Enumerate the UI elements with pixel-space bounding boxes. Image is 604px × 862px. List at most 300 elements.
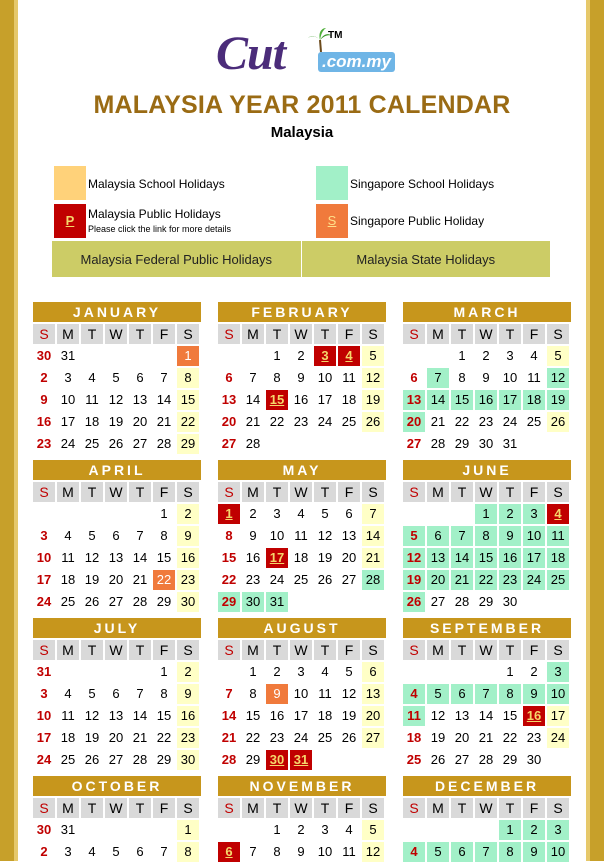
weekday-label: M <box>427 482 449 502</box>
empty-cell <box>105 504 127 524</box>
weekday-label: T <box>499 640 521 660</box>
day-cell: 2 <box>249 506 257 521</box>
day-cell: 21 <box>451 570 473 590</box>
day-cell: 18 <box>547 548 569 568</box>
day-cell: 21 <box>245 414 261 429</box>
day-cell: 1 <box>249 664 257 679</box>
month-july <box>33 618 201 770</box>
empty-cell <box>475 662 497 682</box>
day-cell: 18 <box>523 390 545 410</box>
weekday-label: T <box>499 482 521 502</box>
day-cell: 16 <box>499 548 521 568</box>
day-cell: 23 <box>177 728 199 748</box>
weekday-label: T <box>314 798 336 818</box>
weekday-header <box>403 640 571 660</box>
day-cell: 1 <box>273 348 281 363</box>
day-cell: 2 <box>523 820 545 840</box>
day-cell: 28 <box>454 594 470 609</box>
day-cell: 12 <box>362 368 384 388</box>
day-cell: 12 <box>547 368 569 388</box>
legend-sg-public: Singapore Public Holiday <box>350 214 485 228</box>
empty-cell <box>362 434 384 454</box>
weekday-header <box>218 482 386 502</box>
day-cell: 15 <box>475 548 497 568</box>
day-cell: 31 <box>266 592 288 612</box>
day-cell: 7 <box>427 368 449 388</box>
month-title: NOVEMBER <box>218 776 386 796</box>
day-cell: 20 <box>132 414 148 429</box>
day-cell: 6 <box>410 370 418 385</box>
day-cell: 17 <box>317 392 333 407</box>
day-cell: 24 <box>293 730 309 745</box>
day-cell[interactable]: 17 <box>266 548 288 568</box>
legend-my-public-note: Please click the link for more details <box>88 224 232 234</box>
weekday-label: M <box>57 640 79 660</box>
day-cell: 29 <box>177 434 199 454</box>
legend-swatch-sg-school <box>316 166 348 200</box>
weekday-label: W <box>290 324 312 344</box>
weekday-header <box>218 798 386 818</box>
day-cell: 25 <box>293 572 309 587</box>
day-cell: 14 <box>478 708 494 723</box>
day-cell: 16 <box>177 548 199 568</box>
day-cell: 9 <box>177 526 199 546</box>
day-cell[interactable]: 9 <box>266 684 288 704</box>
day-cell: 19 <box>547 390 569 410</box>
day-cell: 8 <box>499 842 521 862</box>
day-cell: 16 <box>245 550 261 565</box>
day-cell: 8 <box>273 370 281 385</box>
day-cell: 21 <box>221 730 237 745</box>
weekday-label: W <box>475 482 497 502</box>
weekday-label: F <box>523 324 545 344</box>
empty-cell <box>547 750 569 770</box>
day-cell: 11 <box>547 526 569 546</box>
weekday-label: F <box>153 798 175 818</box>
empty-cell <box>427 662 449 682</box>
day-cell: 3 <box>64 370 72 385</box>
empty-cell <box>338 592 360 612</box>
day-cell: 23 <box>36 436 52 451</box>
weekday-label: M <box>57 798 79 818</box>
day-cell: 28 <box>156 436 172 451</box>
weekday-label: W <box>475 640 497 660</box>
day-cell: 3 <box>547 820 569 840</box>
day-cell: 21 <box>132 730 148 745</box>
day-cell: 14 <box>362 526 384 546</box>
day-cell: 14 <box>245 392 261 407</box>
weekday-label: M <box>427 798 449 818</box>
empty-cell <box>427 346 449 366</box>
day-cell: 13 <box>132 392 148 407</box>
empty-cell <box>523 434 545 454</box>
day-cell: 17 <box>36 572 52 587</box>
day-cell: 24 <box>36 752 52 767</box>
day-cell: 21 <box>132 572 148 587</box>
day-cell: 28 <box>245 436 261 451</box>
page-content <box>18 0 586 861</box>
day-grid <box>218 502 388 612</box>
day-cell: 23 <box>478 414 494 429</box>
day-cell: 3 <box>64 844 72 859</box>
weekday-label: W <box>475 324 497 344</box>
weekday-label: W <box>290 640 312 660</box>
day-cell: 11 <box>61 708 75 723</box>
day-cell[interactable]: 30 <box>266 750 288 770</box>
day-cell: 3 <box>506 348 514 363</box>
weekday-label: W <box>475 798 497 818</box>
empty-cell <box>153 346 175 366</box>
day-cell: 2 <box>530 664 538 679</box>
day-cell[interactable]: 1 <box>177 346 199 366</box>
empty-cell <box>427 504 449 524</box>
day-cell: 13 <box>403 390 425 410</box>
day-cell: 7 <box>475 842 497 862</box>
day-cell: 15 <box>177 390 199 410</box>
logo-word: Cut <box>216 27 286 80</box>
day-cell: 26 <box>341 730 357 745</box>
empty-cell <box>33 504 55 524</box>
day-cell: 22 <box>502 730 518 745</box>
day-cell: 3 <box>321 822 329 837</box>
weekday-label: T <box>266 640 288 660</box>
weekday-label: T <box>451 324 473 344</box>
day-cell: 12 <box>108 392 124 407</box>
day-cell: 10 <box>317 370 333 385</box>
weekday-label: T <box>81 324 103 344</box>
day-cell: 6 <box>112 686 120 701</box>
day-cell: 26 <box>108 436 124 451</box>
day-cell: 10 <box>547 842 569 862</box>
empty-cell <box>129 662 151 682</box>
logo[interactable] <box>216 26 416 82</box>
day-cell[interactable]: 1 <box>218 504 240 524</box>
day-cell: 8 <box>273 844 281 859</box>
weekday-label: M <box>242 640 264 660</box>
weekday-label: T <box>451 640 473 660</box>
day-cell: 24 <box>269 572 285 587</box>
day-cell: 4 <box>88 370 96 385</box>
day-cell: 19 <box>317 550 333 565</box>
day-cell: 30 <box>36 822 52 837</box>
day-cell: 3 <box>40 528 48 543</box>
day-cell: 1 <box>160 664 168 679</box>
day-cell: 16 <box>475 390 497 410</box>
day-cell[interactable]: 22 <box>153 570 175 590</box>
weekday-label: T <box>266 798 288 818</box>
day-cell: 29 <box>454 436 470 451</box>
day-cell: 2 <box>482 348 490 363</box>
day-cell: 5 <box>427 842 449 862</box>
weekday-label: T <box>81 640 103 660</box>
day-cell: 26 <box>547 412 569 432</box>
day-cell: 25 <box>60 594 76 609</box>
day-cell: 26 <box>403 592 425 612</box>
empty-cell <box>105 820 127 840</box>
weekday-label: S <box>33 482 55 502</box>
day-cell[interactable]: 4 <box>547 504 569 524</box>
day-cell: 2 <box>499 504 521 524</box>
weekday-label: M <box>242 798 264 818</box>
day-cell: 27 <box>108 594 124 609</box>
empty-cell <box>290 592 312 612</box>
day-cell: 31 <box>502 436 518 451</box>
weekday-label: F <box>153 324 175 344</box>
day-cell: 8 <box>475 526 497 546</box>
day-cell: 30 <box>36 348 52 363</box>
day-cell: 4 <box>403 842 425 862</box>
weekday-label: S <box>362 324 384 344</box>
weekday-label: S <box>33 324 55 344</box>
day-cell: 6 <box>427 526 449 546</box>
day-cell: 18 <box>293 550 309 565</box>
weekday-label: T <box>499 798 521 818</box>
day-cell: 22 <box>156 730 172 745</box>
frame-right <box>590 0 604 861</box>
day-grid <box>403 660 573 770</box>
day-cell: 28 <box>221 752 237 767</box>
day-cell: 27 <box>430 594 446 609</box>
day-cell: 21 <box>430 414 446 429</box>
empty-cell <box>338 434 360 454</box>
day-cell: 27 <box>221 436 237 451</box>
day-grid <box>218 660 388 770</box>
empty-cell <box>218 662 240 682</box>
day-cell: 27 <box>454 752 470 767</box>
day-cell: 19 <box>84 572 100 587</box>
weekday-header <box>403 798 571 818</box>
empty-cell <box>523 592 545 612</box>
empty-cell <box>57 504 79 524</box>
day-cell: 12 <box>341 686 357 701</box>
day-cell: 2 <box>40 844 48 859</box>
empty-cell <box>427 820 449 840</box>
day-cell: 11 <box>527 370 541 385</box>
weekday-label: S <box>547 324 569 344</box>
legend-my-school: Malaysia School Holidays <box>88 177 225 191</box>
day-cell: 23 <box>269 730 285 745</box>
day-cell: 16 <box>269 708 285 723</box>
day-grid <box>33 502 203 612</box>
day-cell: 5 <box>345 664 353 679</box>
empty-cell <box>547 434 569 454</box>
empty-cell <box>129 820 151 840</box>
day-cell: 25 <box>84 436 100 451</box>
weekday-label: T <box>314 640 336 660</box>
day-cell: 15 <box>156 708 172 723</box>
weekday-header <box>33 640 201 660</box>
empty-cell <box>105 662 127 682</box>
weekday-header <box>403 324 571 344</box>
day-cell: 20 <box>341 550 357 565</box>
day-cell: 7 <box>475 684 497 704</box>
empty-cell <box>314 750 336 770</box>
month-october <box>33 776 201 862</box>
day-cell[interactable]: 16 <box>523 706 545 726</box>
weekday-label: S <box>403 640 425 660</box>
empty-cell <box>403 820 425 840</box>
day-cell: 19 <box>430 730 446 745</box>
weekday-label: F <box>153 640 175 660</box>
day-cell[interactable]: 6 <box>218 842 240 862</box>
day-cell: 1 <box>160 506 168 521</box>
day-cell: 8 <box>177 368 199 388</box>
day-cell: 28 <box>132 594 148 609</box>
day-cell: 22 <box>269 414 285 429</box>
day-cell: 30 <box>502 594 518 609</box>
weekday-label: S <box>547 640 569 660</box>
logo-domain: .com.my <box>318 52 395 72</box>
day-cell: 9 <box>523 684 545 704</box>
empty-cell <box>242 346 264 366</box>
day-cell: 10 <box>293 686 309 701</box>
empty-cell <box>362 592 384 612</box>
day-cell: 9 <box>249 528 257 543</box>
month-title: OCTOBER <box>33 776 201 796</box>
day-cell: 10 <box>36 550 52 565</box>
weekday-label: F <box>338 324 360 344</box>
day-cell: 9 <box>177 684 199 704</box>
day-grid <box>218 344 388 454</box>
weekday-label: S <box>218 482 240 502</box>
day-cell: 7 <box>136 686 144 701</box>
weekday-label: T <box>314 482 336 502</box>
day-cell: 4 <box>64 686 72 701</box>
weekday-label: S <box>177 798 199 818</box>
weekday-label: S <box>362 798 384 818</box>
day-cell: 12 <box>84 550 100 565</box>
day-cell: 21 <box>478 730 494 745</box>
empty-cell <box>362 750 384 770</box>
day-cell: 25 <box>60 752 76 767</box>
month-june <box>403 460 571 612</box>
weekday-label: T <box>499 324 521 344</box>
day-cell: 17 <box>60 414 76 429</box>
day-cell: 25 <box>547 570 569 590</box>
day-cell: 26 <box>362 412 384 432</box>
empty-cell <box>451 662 473 682</box>
day-cell: 21 <box>156 414 172 429</box>
day-cell: 7 <box>249 844 257 859</box>
weekday-label: S <box>403 482 425 502</box>
day-cell[interactable]: 15 <box>266 390 288 410</box>
day-cell: 6 <box>362 662 384 682</box>
weekday-label: W <box>105 640 127 660</box>
day-cell: 9 <box>482 370 490 385</box>
day-cell: 7 <box>225 686 233 701</box>
month-february <box>218 302 386 454</box>
day-cell: 5 <box>547 346 569 366</box>
day-cell: 8 <box>160 528 168 543</box>
day-cell: 5 <box>112 844 120 859</box>
weekday-label: F <box>338 640 360 660</box>
day-cell: 24 <box>502 414 518 429</box>
weekday-label: T <box>451 798 473 818</box>
day-cell: 9 <box>297 844 305 859</box>
month-november <box>218 776 386 862</box>
day-cell: 20 <box>221 414 237 429</box>
empty-cell <box>81 662 103 682</box>
day-cell: 12 <box>317 528 333 543</box>
day-cell: 4 <box>64 528 72 543</box>
day-cell: 30 <box>526 752 542 767</box>
weekday-header <box>33 324 201 344</box>
day-cell: 8 <box>160 686 168 701</box>
day-cell: 19 <box>403 570 425 590</box>
weekday-header <box>33 482 201 502</box>
day-cell: 20 <box>108 572 124 587</box>
frame-right-inner <box>586 0 590 861</box>
day-cell[interactable]: 4 <box>338 346 360 366</box>
frame-left <box>0 0 14 861</box>
day-cell: 10 <box>60 392 76 407</box>
month-title: MAY <box>218 460 386 480</box>
day-cell: 15 <box>156 550 172 565</box>
day-cell: 4 <box>345 822 353 837</box>
day-cell: 11 <box>403 706 425 726</box>
weekday-label: W <box>290 798 312 818</box>
day-cell: 6 <box>112 528 120 543</box>
day-cell: 23 <box>293 414 309 429</box>
weekday-label: M <box>242 324 264 344</box>
day-cell: 1 <box>475 504 497 524</box>
day-cell: 29 <box>156 752 172 767</box>
month-january <box>33 302 201 454</box>
day-cell: 4 <box>530 348 538 363</box>
day-cell: 1 <box>177 820 199 840</box>
day-cell: 18 <box>84 414 100 429</box>
day-cell: 11 <box>294 528 308 543</box>
day-cell: 26 <box>84 752 100 767</box>
day-cell: 2 <box>177 662 199 682</box>
day-cell: 29 <box>502 752 518 767</box>
weekday-label: S <box>547 482 569 502</box>
day-cell: 6 <box>451 684 473 704</box>
day-cell: 13 <box>341 528 357 543</box>
day-grid <box>33 660 203 770</box>
empty-cell <box>218 820 240 840</box>
empty-cell <box>81 820 103 840</box>
weekday-label: F <box>523 798 545 818</box>
legend-sg-school: Singapore School Holidays <box>350 177 495 191</box>
day-cell: 26 <box>317 572 333 587</box>
day-cell: 10 <box>502 370 518 385</box>
day-cell[interactable]: 31 <box>290 750 312 770</box>
day-cell: 17 <box>293 708 309 723</box>
weekday-label: F <box>523 640 545 660</box>
day-cell: 15 <box>451 390 473 410</box>
day-cell: 14 <box>221 708 237 723</box>
month-title: JANUARY <box>33 302 201 322</box>
empty-cell <box>105 346 127 366</box>
weekday-label: S <box>362 640 384 660</box>
day-grid <box>403 502 573 612</box>
state-holidays-button[interactable]: Malaysia State Holidays <box>356 251 496 267</box>
weekday-label: S <box>218 640 240 660</box>
day-cell: 28 <box>362 570 384 590</box>
day-grid <box>33 344 203 454</box>
day-cell: 25 <box>526 414 542 429</box>
day-cell: 13 <box>427 548 449 568</box>
day-cell: 5 <box>362 346 384 366</box>
weekday-label: S <box>33 640 55 660</box>
day-cell: 1 <box>458 348 466 363</box>
day-cell: 27 <box>406 436 422 451</box>
day-cell[interactable]: 3 <box>314 346 336 366</box>
federal-holidays-button[interactable]: Malaysia Federal Public Holidays <box>52 241 302 277</box>
weekday-label: W <box>105 324 127 344</box>
day-cell: 15 <box>221 550 237 565</box>
